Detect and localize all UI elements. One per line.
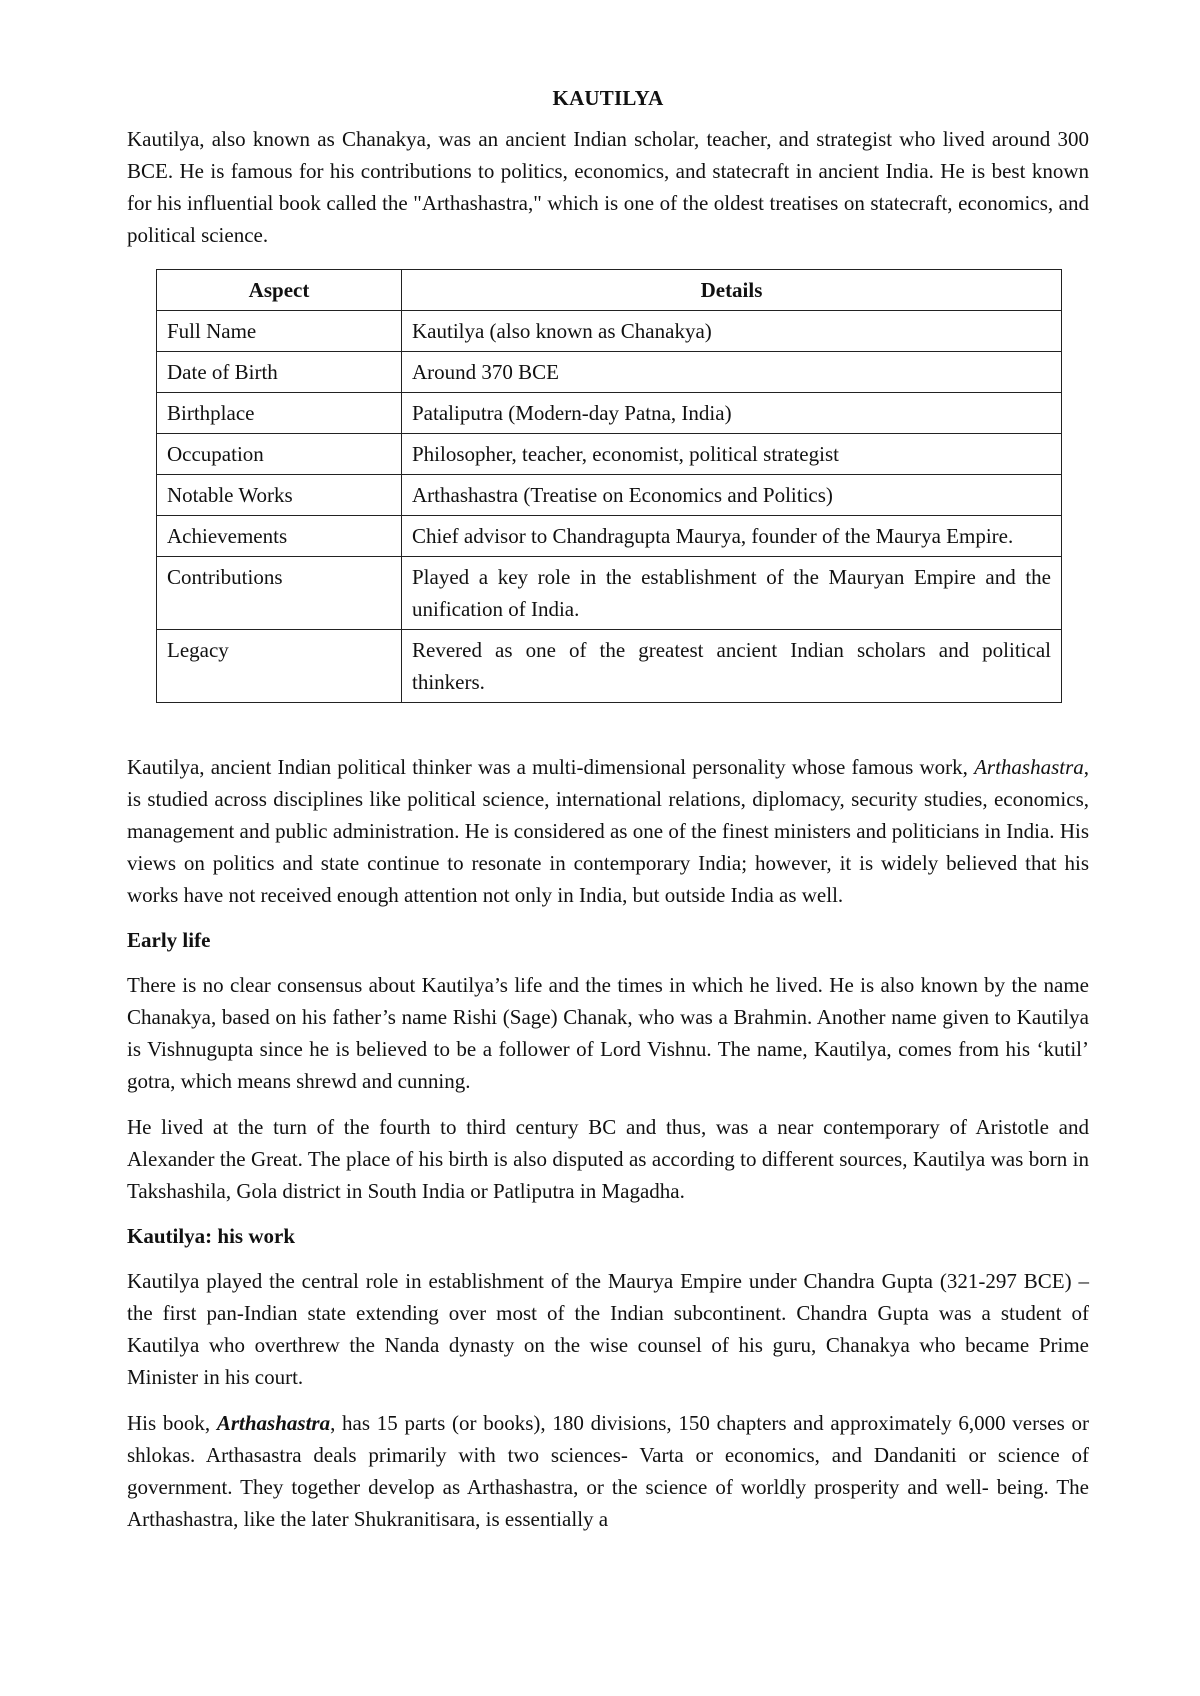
aspect-cell: Legacy: [157, 630, 402, 703]
details-cell: Played a key role in the establishment of the Mauryan Empire and the unification of India.: [402, 557, 1062, 630]
table-row: [157, 516, 1062, 557]
details-cell: Around 370 BCE: [402, 352, 1062, 393]
overview-paragraph: [127, 751, 1089, 911]
table-row: [157, 630, 1062, 703]
early-life-heading: Early life: [127, 928, 211, 952]
aspect-cell: Occupation: [157, 434, 402, 475]
header-details: Details: [402, 270, 1062, 311]
his-work-lead: His book,: [127, 1411, 217, 1435]
aspect-cell: Achievements: [157, 516, 402, 557]
his-work-rest: , has 15 parts (or books), 180 divisions, 150 chapters and approximately 6,000 verses or shlokas. Arthasastra deals primarily with two sciences- Varta or economics, and Dandaniti or science of government. They together develop as Arthashastra, or the science of worldly prosperity and well- being. The Arthashastra, like the later Shukranitisara, is essentially a: [127, 1411, 1089, 1531]
intro-paragraph: Kautilya, also known as Chanakya, was an ancient Indian scholar, teacher, and strategist who lived around 300 BCE. He is famous for his contributions to politics, economics, and statecraft in ancient India. He is best known for his influential book called the "Arthashastra," which is one of the oldest treatises on statecraft, economics, and political science.: [127, 127, 1089, 247]
early-life-paragraph-1: There is no clear consensus about Kautilya’s life and the times in which he lived. He is also known by the name Chanakya, based on his father’s name Rishi (Sage) Chanak, who was a Brahmin. Another name given to Kautilya is Vishnugupta since he is believed to be a follower of Lord Vishnu. The name, Kautilya, comes from his ‘kutil’ gotra, which means shrewd and cunning.: [127, 973, 1089, 1093]
arthashastra-italic: Arthashastra: [974, 755, 1084, 779]
document-title: KAUTILYA: [552, 86, 664, 110]
overview-lead: Kautilya, ancient Indian political thinker was a multi-dimensional personality whose famous work,: [127, 755, 975, 779]
early-life-paragraph-2: He lived at the turn of the fourth to third century BC and thus, was a near contemporary of Aristotle and Alexander the Great. The place of his birth is also disputed as according to different sources, Kautilya was born in Takshashila, Gola district in South India or Patliputra in Magadha.: [127, 1115, 1089, 1203]
details-cell: Arthashastra (Treatise on Economics and Politics): [402, 475, 1062, 516]
kautilya-info-table: [156, 269, 1062, 703]
overview-rest: , is studied across disciplines like political science, international relations, diplomacy, security studies, economics, management and public administration. He is considered as one of the finest ministers and politicians in India. His views on politics and state continue to resonate in contemporary India; however, it is widely believed that his works have not received enough attention not only in India, but outside India as well.: [127, 755, 1089, 907]
table-row: [157, 475, 1062, 516]
document-page: [127, 86, 1089, 1535]
table-row: [157, 557, 1062, 630]
details-cell: Kautilya (also known as Chanakya): [402, 311, 1062, 352]
table-row: [157, 352, 1062, 393]
aspect-cell: Date of Birth: [157, 352, 402, 393]
header-aspect: Aspect: [157, 270, 402, 311]
his-work-heading: Kautilya: his work: [127, 1224, 296, 1248]
details-cell: Revered as one of the greatest ancient Indian scholars and political thinkers.: [402, 630, 1062, 703]
his-work-paragraph-2: [127, 1407, 1089, 1535]
table-row: [157, 311, 1062, 352]
details-cell: Chief advisor to Chandragupta Maurya, founder of the Maurya Empire.: [402, 516, 1062, 557]
aspect-cell: Contributions: [157, 557, 402, 630]
table-header-row: [157, 270, 1062, 311]
details-cell: Philosopher, teacher, economist, political strategist: [402, 434, 1062, 475]
aspect-cell: Birthplace: [157, 393, 402, 434]
aspect-cell: Notable Works: [157, 475, 402, 516]
details-cell: Pataliputra (Modern-day Patna, India): [402, 393, 1062, 434]
aspect-cell: Full Name: [157, 311, 402, 352]
table-row: [157, 434, 1062, 475]
his-work-paragraph-1: Kautilya played the central role in establishment of the Maurya Empire under Chandra Gupta (321-297 BCE) – the first pan-Indian state extending over most of the Indian subcontinent. Chandra Gupta was a student of Kautilya who overthrew the Nanda dynasty on the wise counsel of his guru, Chanakya who became Prime Minister in his court.: [127, 1269, 1089, 1389]
table-row: [157, 393, 1062, 434]
arthashastra-bold-italic: Arthashastra: [216, 1411, 331, 1435]
